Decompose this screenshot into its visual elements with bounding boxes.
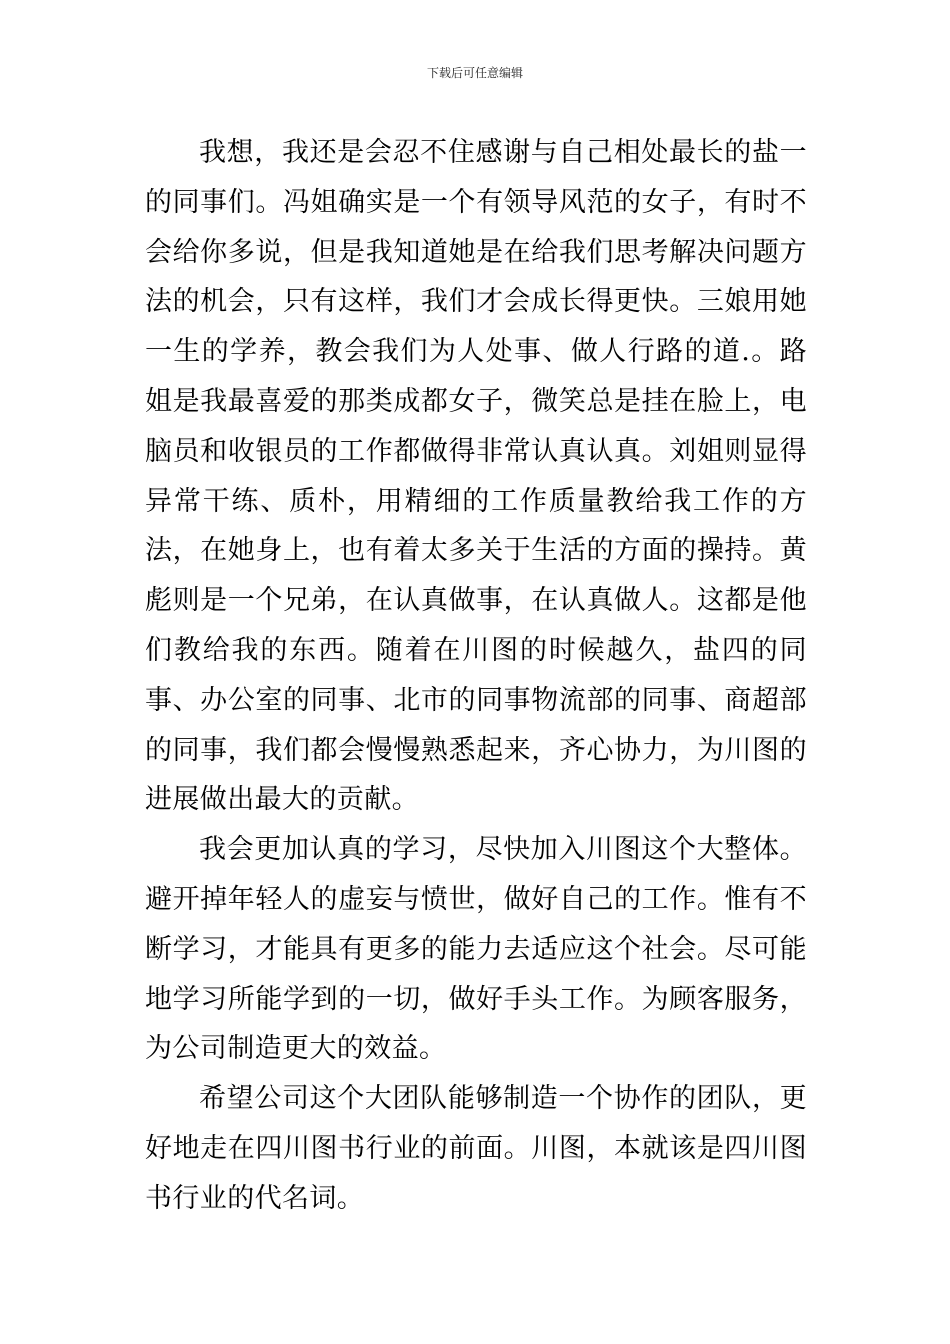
header-note: 下载后可任意编辑 [426, 66, 523, 80]
paragraph-hope: 希望公司这个大团队能够制造一个协作的团队，更好地走在四川图书行业的前面。川图，本就该是四川图书行业的代名词。 [145, 1083, 807, 1214]
document-body [145, 128, 807, 1224]
paragraph-colleagues: 我想，我还是会忍不住感谢与自己相处最长的盐一的同事们。冯姐确实是一个有领导风范的女子，有时不会给你多说，但是我知道她是在给我们思考解决问题方法的机会，只有这样，我们才会成长得更快。三娘用她一生的学养，教会我们为人处事、做人行路的道.。路姐是我最喜爱的那类成都女子，微笑总是挂在脸上，电脑员和收银员的工作都做得非常认真认真。刘姐则显得异常干练、质朴，用精细的工作质量教给我工作的方法，在她身上，也有着太多关于生活的方面的操持。黄彪则是一个兄弟，在认真做事，在认真做人。这都是他们教给我的东西。随着在川图的时候越久，盐四的同事、办公室的同事、北市的同事物流部的同事、商超部的同事，我们都会慢慢熟悉起来，齐心协力，为川图的进展做出最大的贡献。 [145, 137, 807, 816]
paragraph-learning: 我会更加认真的学习，尽快加入川图这个大整体。避开掉年轻人的虚妄与愤世，做好自己的工作。惟有不断学习，才能具有更多的能力去适应这个社会。尽可能地学习所能学到的一切，做好手头工作。为顾客服务，为公司制造更大的效益。 [145, 834, 807, 1065]
